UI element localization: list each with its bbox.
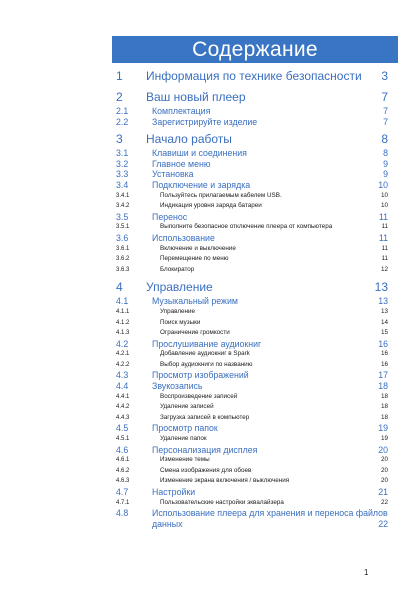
toc-entry-page: 17 (378, 370, 388, 381)
toc-entry-title: Воспроизведение записей (160, 392, 238, 400)
toc-entry[interactable] (110, 201, 388, 212)
toc-entry[interactable] (110, 169, 388, 180)
toc-entry[interactable] (110, 498, 388, 509)
toc-entry-title: Комплектация (152, 106, 211, 116)
toc-entry[interactable] (110, 328, 388, 339)
toc-entry[interactable] (110, 212, 388, 223)
toc-entry-title: Персонализация дисплея (152, 444, 258, 455)
toc-entry-page: 13 (374, 280, 388, 295)
toc-entry[interactable] (110, 244, 388, 255)
toc-entry-page: 11 (378, 232, 388, 243)
toc-entry[interactable] (110, 508, 388, 529)
toc-entry-page: 16 (380, 350, 388, 358)
toc-entry-title: Удаление записей (160, 403, 214, 411)
toc-entry[interactable] (110, 318, 388, 329)
toc-entry[interactable] (110, 413, 388, 424)
toc-entry[interactable] (110, 131, 388, 148)
toc-entry-number: 4.6.3 (116, 478, 130, 485)
toc-entry-number: 3.6 (116, 232, 129, 243)
toc-entry-page: 13 (378, 296, 388, 307)
toc-entry[interactable] (110, 370, 388, 381)
toc-entry-page: 8 (383, 148, 388, 159)
toc-entry-page: 11 (381, 255, 388, 263)
toc-entry-page: 20 (380, 466, 388, 474)
toc-entry[interactable] (110, 349, 388, 360)
toc-entry-title: Главное меню (152, 158, 211, 169)
toc-entry-page: 7 (381, 90, 388, 104)
toc-entry-title: Зарегистрируйте изделие (152, 116, 258, 127)
toc-entry[interactable] (110, 222, 388, 233)
toc-entry-title: Клавиши и соединения (152, 148, 247, 159)
toc-entry[interactable] (110, 106, 388, 117)
toc-entry-number: 4.7.1 (116, 499, 130, 506)
toc-entry-number: 4.6 (116, 444, 129, 455)
toc-entry-title: Управление (160, 307, 196, 315)
toc-entry-title: Перемещение по меню (160, 255, 229, 263)
toc-entry[interactable] (110, 159, 388, 170)
toc-entry-page: 14 (380, 318, 388, 326)
toc-entry-page: 11 (378, 211, 388, 222)
toc-entry-number: 3.2 (116, 158, 129, 169)
toc-entry-number: 3.5 (116, 211, 129, 222)
toc-entry-title: Удаление папок (160, 435, 207, 443)
toc-entry-page: 11 (381, 244, 388, 252)
toc-entry-number: 4.8 (116, 508, 129, 519)
toc-entry-number: 4.6.2 (116, 467, 130, 474)
toc-entry-number: 4.3 (116, 370, 129, 381)
toc-entry-title: Пользовательские настройки эквалайзера (160, 498, 284, 506)
toc-entry[interactable] (110, 476, 388, 487)
toc-entry-title: Управление (146, 280, 213, 295)
toc-entry-title: Загрузка записей в компьютер (160, 413, 250, 421)
toc-entry-number: 4.4 (116, 381, 129, 392)
toc-entry-page: 8 (381, 132, 388, 147)
toc-entry[interactable] (110, 89, 388, 106)
toc-entry-number: 3.4.2 (116, 203, 130, 210)
toc-entry-page: 16 (378, 338, 388, 349)
toc-entry-number: 4.1.3 (116, 330, 130, 337)
toc-entry-number: 3.6.1 (116, 245, 130, 252)
toc-entry-number: 4.1.1 (116, 308, 130, 315)
toc-entry-number: 2.2 (116, 116, 129, 127)
toc-entry[interactable] (110, 307, 388, 318)
toc-entry[interactable] (110, 381, 388, 392)
toc-entry[interactable] (110, 402, 388, 413)
toc-entry[interactable] (110, 68, 388, 85)
toc-entry-number: 4.6.1 (116, 457, 130, 464)
toc-entry-title: Выбор аудиокниги по названию (160, 360, 253, 368)
toc-entry-number: 4.4.3 (116, 414, 130, 421)
toc-entry-page: 7 (383, 116, 388, 127)
toc-entry[interactable] (110, 233, 388, 244)
toc-entry-number: 2.1 (116, 106, 129, 116)
toc-entry-page: 16 (380, 360, 388, 368)
toc-entry-page: 13 (380, 307, 388, 315)
toc-entry-title: Музыкальный режим (152, 296, 238, 307)
toc-entry-page: 20 (378, 444, 388, 455)
toc-entry[interactable] (110, 191, 388, 202)
toc-entry[interactable] (110, 254, 388, 265)
toc-entry[interactable] (110, 339, 388, 350)
toc-entry-title: Поиск музыки (160, 318, 201, 326)
toc-entry-title: Ограничение громкости (160, 329, 230, 337)
toc-entry-page: 7 (383, 106, 388, 116)
toc-entry-title: Использование плеера для хранения и переноса файлов данных (152, 508, 388, 529)
toc-entry[interactable] (110, 466, 388, 477)
toc-entry-title: Выполните безопасное отключение плеера от компьютера (160, 223, 333, 231)
toc-entry-page: 10 (378, 179, 388, 190)
toc-entry-title: Смена изображения для обоев (160, 466, 252, 474)
toc-entry-number: 4 (116, 280, 123, 295)
toc-entry-title: Ваш новый плеер (146, 90, 246, 104)
toc-entry-number: 3.3 (116, 169, 129, 180)
toc-entry-title: Установка (152, 169, 194, 180)
toc-entry-page: 9 (383, 158, 388, 169)
toc-entry-page: 22 (378, 518, 388, 529)
toc-entry-title: Добавление аудиокниг в Spark (160, 350, 250, 358)
toc-entry[interactable] (110, 296, 388, 307)
toc-entry-title: Информация по технике безопасности (146, 69, 362, 83)
toc-entry-title: Изменение экрана включения / выключения (160, 477, 290, 485)
toc-entry[interactable] (110, 455, 388, 466)
toc-entry[interactable] (110, 423, 388, 434)
toc-entry-number: 2 (116, 90, 123, 104)
toc-entry-number: 1 (116, 69, 123, 83)
toc-entry-page: 10 (380, 202, 388, 210)
toc-entry[interactable] (110, 360, 388, 371)
toc-entry-number: 4.4.2 (116, 404, 130, 411)
toc-entry-page: 20 (380, 456, 388, 464)
toc-entry-number: 3.5.1 (116, 224, 130, 231)
toc-entry-page: 20 (380, 477, 388, 485)
toc-entry-page: 10 (380, 191, 388, 199)
toc-entry[interactable] (110, 434, 388, 445)
toc-entry-number: 3.1 (116, 148, 129, 159)
toc-entry-title: Включение и выключение (160, 244, 236, 252)
toc-entry-page: 21 (378, 487, 388, 497)
toc-entry-title: Блокиратор (160, 265, 195, 273)
toc-entry-number: 4.2 (116, 338, 129, 349)
toc-entry-title: Использование (152, 232, 215, 243)
toc-entry-number: 4.1 (116, 296, 129, 307)
toc-entry-title: Начало работы (146, 132, 232, 147)
toc-entry-title: Изменение темы (160, 456, 210, 464)
toc-entry-page: 18 (378, 381, 388, 392)
toc-entry-page: 3 (381, 69, 388, 83)
toc-entry-page: 22 (380, 498, 388, 506)
toc-entry-title: Перенос (152, 211, 188, 222)
toc-entry-page: 15 (380, 329, 388, 337)
toc-entry-number: 4.2.2 (116, 361, 130, 368)
toc-entry-title: Просмотр папок (152, 423, 218, 434)
toc-entry-title: Прослушивание аудиокниг (152, 338, 262, 349)
toc-entry-number: 3.6.2 (116, 256, 130, 263)
toc-entry-number: 4.1.2 (116, 319, 130, 326)
toc-entry[interactable] (110, 265, 388, 276)
toc-entry-title: Звукозапись (152, 381, 203, 392)
toc-entry-title: Пользуйтесь прилагаемым кабелем USB. (160, 191, 282, 199)
toc-entry[interactable] (110, 279, 388, 296)
toc-entry[interactable] (110, 180, 388, 191)
toc-entry-number: 3.6.3 (116, 266, 130, 273)
toc-entry[interactable] (110, 487, 388, 498)
toc-entry-number: 4.5.1 (116, 436, 130, 443)
toc-entry-page: 19 (380, 435, 388, 443)
toc-entry[interactable] (110, 117, 388, 128)
toc-entry-number: 3.4.1 (116, 192, 130, 199)
page-title: Содержание (112, 36, 398, 63)
table-of-contents (110, 68, 388, 529)
toc-entry-page: 11 (381, 223, 388, 231)
toc-entry-title: Индикация уровня заряда батареи (160, 202, 262, 210)
toc-entry-page: 18 (380, 413, 388, 421)
toc-entry-title: Просмотр изображений (152, 370, 249, 381)
toc-entry-page: 9 (383, 169, 388, 180)
toc-entry-number: 3 (116, 132, 123, 147)
toc-entry-number: 4.2.1 (116, 351, 130, 358)
toc-entry-title: Настройки (152, 487, 196, 497)
toc-entry-page: 19 (378, 423, 388, 434)
toc-entry-title: Подключение и зарядка (152, 179, 251, 190)
toc-entry[interactable] (110, 148, 388, 159)
toc-entry-page: 18 (380, 403, 388, 411)
toc-entry-number: 4.4.1 (116, 393, 130, 400)
page-number: 1 (364, 568, 369, 577)
toc-entry[interactable] (110, 392, 388, 403)
toc-entry-number: 3.4 (116, 179, 129, 190)
toc-entry-page: 12 (380, 265, 388, 273)
toc-entry-number: 4.7 (116, 487, 129, 497)
toc-entry[interactable] (110, 445, 388, 456)
toc-entry-number: 4.5 (116, 423, 129, 434)
toc-entry-page: 18 (380, 392, 388, 400)
